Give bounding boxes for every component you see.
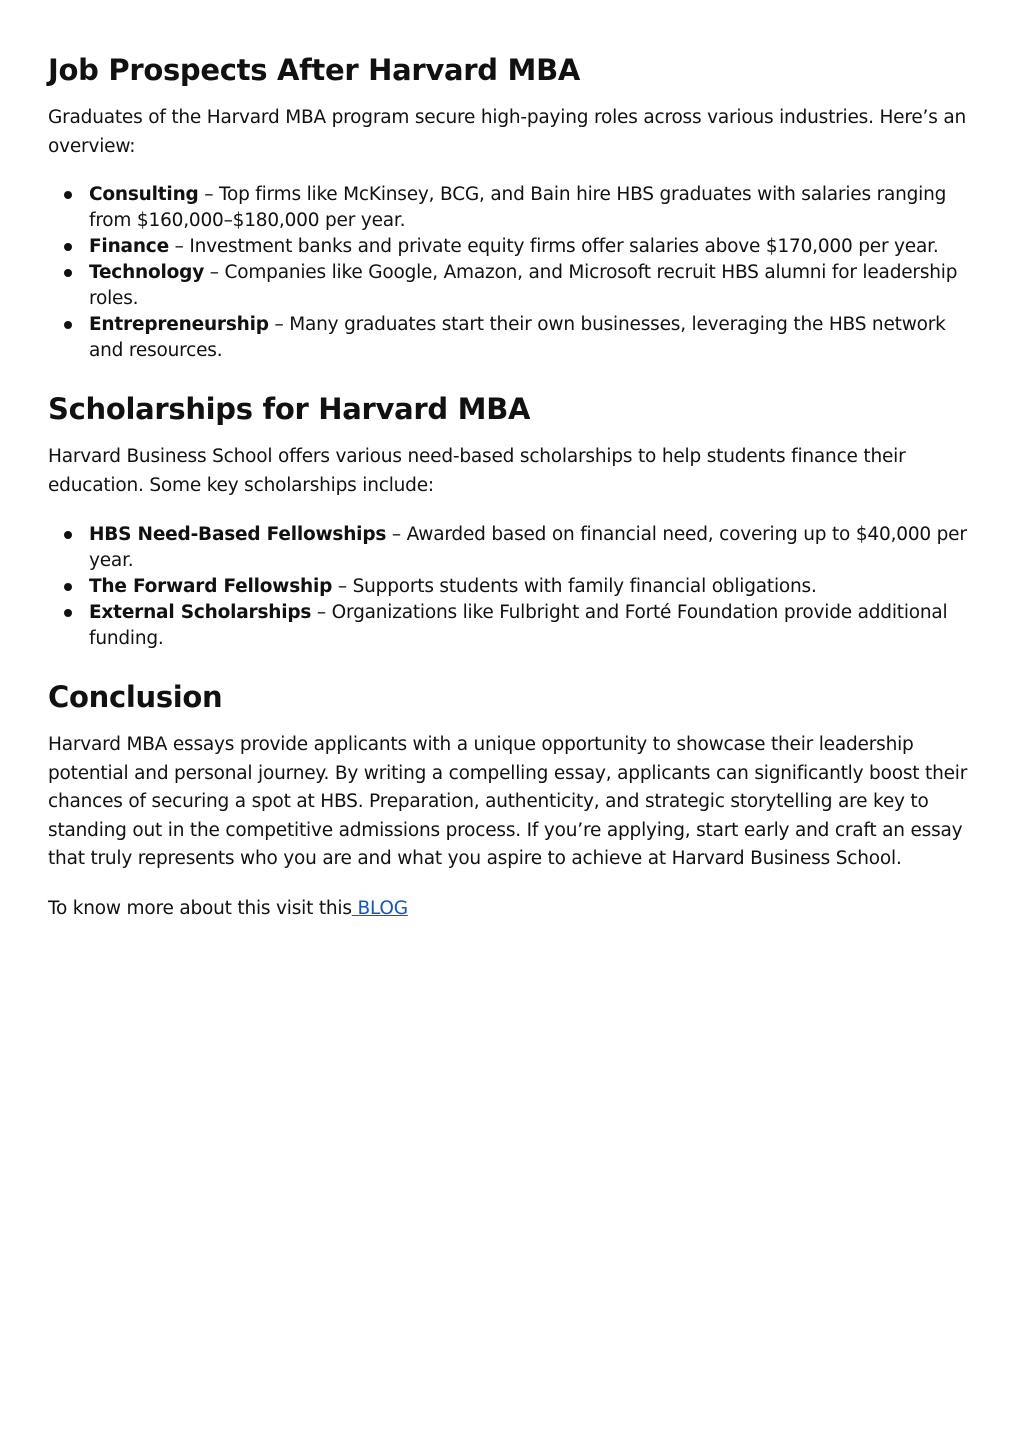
scholarships-intro: Harvard Business School offers various need-based scholarships to help students finance their education. Some key scholarships include: bbox=[48, 446, 906, 496]
list-item-text: – Organizations like Fulbright and Forté Foundation provide additional funding. bbox=[89, 602, 948, 649]
job-prospects-list bbox=[48, 182, 976, 364]
list-item-need-based-fellowships bbox=[48, 522, 976, 574]
list-item-text: – Many graduates start their own businesses, leveraging the HBS network and resources. bbox=[89, 314, 946, 361]
list-item-finance bbox=[48, 234, 976, 260]
scholarships-list bbox=[48, 522, 976, 652]
bullet-icon bbox=[64, 269, 72, 277]
bullet-icon bbox=[64, 321, 72, 329]
list-item-term: Finance bbox=[89, 236, 169, 257]
list-item-entrepreneurship bbox=[48, 312, 976, 364]
list-item-term: External Scholarships bbox=[89, 602, 312, 623]
heading-scholarships: Scholarships for Harvard MBA bbox=[48, 392, 531, 426]
blog-link[interactable]: BLOG bbox=[351, 897, 408, 919]
list-item-term: Technology bbox=[89, 262, 205, 283]
list-item-external-scholarships bbox=[48, 600, 976, 652]
list-item-term: Entrepreneurship bbox=[89, 314, 269, 335]
heading-job-prospects: Job Prospects After Harvard MBA bbox=[48, 53, 581, 87]
list-item-consulting bbox=[48, 182, 976, 234]
bullet-icon bbox=[64, 609, 72, 617]
list-item-technology bbox=[48, 260, 976, 312]
list-item-forward-fellowship bbox=[48, 574, 976, 600]
list-item-term: Consulting bbox=[89, 184, 199, 205]
list-item-text: – Top firms like McKinsey, BCG, and Bain hire HBS graduates with salaries ranging from $160,000–$180,000 per year. bbox=[89, 184, 947, 231]
list-item-text: – Supports students with family financial obligations. bbox=[332, 576, 817, 597]
list-item-term: The Forward Fellowship bbox=[89, 576, 333, 597]
heading-conclusion: Conclusion bbox=[48, 680, 223, 714]
list-item-term: HBS Need-Based Fellowships bbox=[89, 524, 387, 545]
list-item-text: – Investment banks and private equity firms offer salaries above $170,000 per year. bbox=[168, 236, 939, 257]
bullet-icon bbox=[64, 583, 72, 591]
more-info-line bbox=[48, 895, 976, 924]
more-info-prefix: To know more about this visit this bbox=[48, 897, 352, 919]
bullet-icon bbox=[64, 531, 72, 539]
bullet-icon bbox=[64, 191, 72, 199]
list-item-text: – Companies like Google, Amazon, and Microsoft recruit HBS alumni for leadership roles. bbox=[89, 262, 958, 309]
job-prospects-intro: Graduates of the Harvard MBA program secure high-paying roles across various industries. Here’s an overview: bbox=[48, 107, 967, 157]
conclusion-body: Harvard MBA essays provide applicants with a unique opportunity to showcase their leadership potential and personal journey. By writing a compelling essay, applicants can significantly boost their chances of securing a spot at HBS. Preparation, authenticity, and strategic storytelling are key to standing out in the competitive admissions process. If you’re applying, start early and craft an essay that truly represents who you are and what you aspire to achieve at Harvard Business School. bbox=[48, 734, 968, 869]
bullet-icon bbox=[64, 243, 72, 251]
list-item-text: – Awarded based on financial need, covering up to $40,000 per year. bbox=[89, 524, 967, 571]
